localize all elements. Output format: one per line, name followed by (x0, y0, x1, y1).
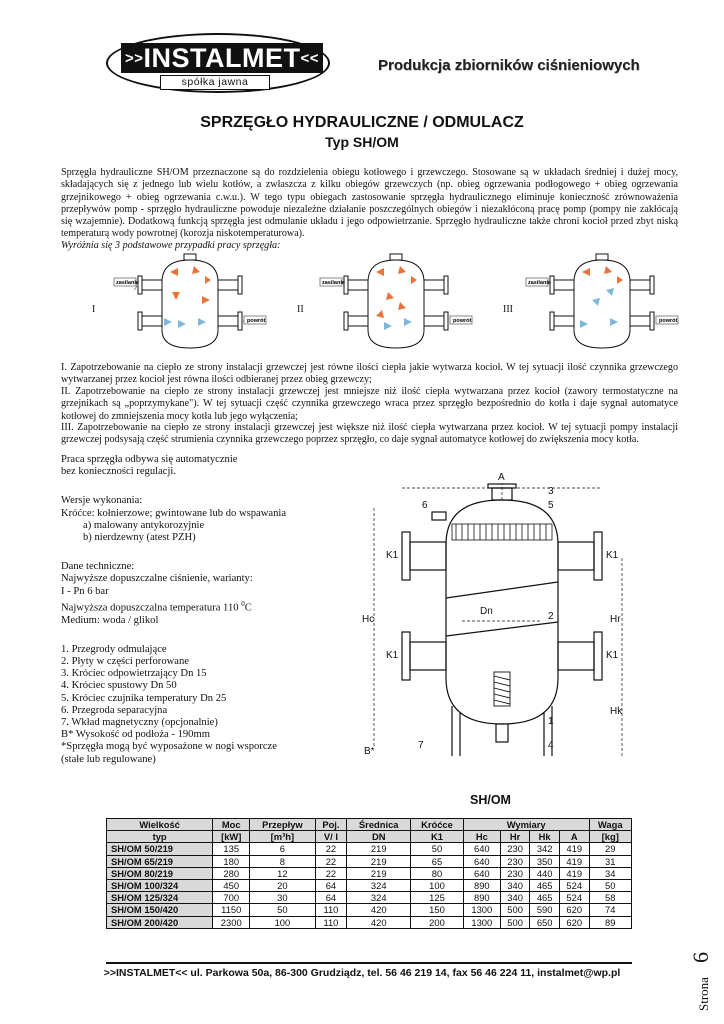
table-cell: 64 (315, 892, 347, 904)
table-cell: 419 (559, 843, 589, 855)
work-line-1: Praca sprzęgła odbywa się automatycznie (61, 454, 238, 465)
vessel-body (550, 254, 654, 348)
table-cell: 324 (347, 892, 411, 904)
th-hr: Hr (500, 831, 530, 843)
label-5: 5 (548, 500, 554, 511)
table-cell-type: SH/OM 100/324 (107, 879, 213, 891)
table-cell: 58 (589, 892, 632, 904)
th-wymiary: Wymiary (463, 819, 589, 831)
left-column (61, 454, 286, 766)
table-cell: 200 (411, 916, 464, 928)
table-cell: 500 (500, 916, 530, 928)
table-cell: 110 (315, 916, 347, 928)
table-cell: 1300 (463, 916, 500, 928)
table-cell: 640 (463, 843, 500, 855)
table-cell: 450 (213, 879, 250, 891)
table-cell: 230 (500, 843, 530, 855)
table-cell: 420 (347, 916, 411, 928)
table-cell: 465 (530, 879, 560, 891)
label-K1-ll: K1 (386, 650, 399, 661)
supply-label: zasilanie (322, 280, 345, 286)
table-cell: 100 (250, 916, 315, 928)
table-cell: 135 (213, 843, 250, 855)
logo-left-arrows: >> (124, 50, 144, 67)
tech-line-2: I - Pn 6 bar (61, 585, 109, 597)
th-k1: K1 (411, 831, 464, 843)
diagram-label-3: III (503, 304, 513, 315)
table-cell: 150 (411, 904, 464, 916)
label-B: B* (364, 746, 375, 757)
table-cell: 230 (500, 855, 530, 867)
table-cell: 100 (411, 879, 464, 891)
th-waga: Waga (589, 819, 632, 831)
label-A: A (498, 472, 505, 483)
table-cell: 64 (315, 879, 347, 891)
table-cell: 342 (530, 843, 560, 855)
table-cell: 6 (250, 843, 315, 855)
table-cell: 50 (589, 879, 632, 891)
table-cell: 465 (530, 892, 560, 904)
case-3-text: III. Zapotrzebowanie na ciepło ze strony instalacji grzewczej jest większe niż ilość ciepła wytwarzana przez kocioł. W tej sytuacji pompy instalacji grzewczej podsysają część strumienia czynnika grzewczego poprzez sprzęgło, co daje sygnał automatyce kotłowej do zwiększenia mocy kotła. (61, 422, 678, 446)
table-row (107, 892, 632, 904)
table-header-top (107, 819, 632, 831)
table-cell-type: SH/OM 150/420 (107, 904, 213, 916)
th-hc: Hc (463, 831, 500, 843)
table-cell: 640 (463, 855, 500, 867)
table-cell: 219 (347, 867, 411, 879)
table-cell: 340 (500, 892, 530, 904)
label-3: 3 (548, 486, 554, 497)
vessel-body (138, 254, 242, 348)
drawing-caption: SH/OM (470, 793, 511, 807)
table-cell-type: SH/OM 50/219 (107, 843, 213, 855)
label-7: 7 (418, 740, 424, 751)
work-line-2: bez konieczności regulacji. (61, 466, 177, 478)
th-kw: [kW] (213, 831, 250, 843)
table-cell: 280 (213, 867, 250, 879)
return-label: powrót (247, 318, 266, 324)
table-row (107, 867, 632, 879)
th-typ: typ (107, 831, 213, 843)
tech-title: Dane techniczne: (61, 561, 135, 573)
table-cell: 65 (411, 855, 464, 867)
table-cell: 80 (411, 867, 464, 879)
table-cell: 110 (315, 904, 347, 916)
table-cell: 50 (411, 843, 464, 855)
part-b: B* Wysokość od podłoża - 190mm (61, 729, 210, 741)
table-cell: 419 (559, 855, 589, 867)
label-K1-ur: K1 (606, 550, 619, 561)
company-logo (121, 43, 323, 73)
table-cell: 29 (589, 843, 632, 855)
label-Hr: Hr (610, 614, 621, 625)
part-note-1: *Sprzęgła mogą być wyposażone w nogi wsporcze (61, 741, 277, 753)
versions-line: Króćce: kołnierzowe; gwintowane lub do wspawania (61, 507, 287, 519)
table-cell: 20 (250, 879, 315, 891)
case-1-text: I. Zapotrzebowanie na ciepło ze strony instalacji grzewczej jest równe ilości ciepła jakie wytwarza kocioł. W tej sytuacji ilość czynnika grzewczego wytwarzanej przez kocioł jest równa ilości odbieranej przez obieg grzewczy; (61, 362, 678, 386)
table-cell-type: SH/OM 125/324 (107, 892, 213, 904)
table-cell: 22 (315, 855, 347, 867)
table-cell: 890 (463, 879, 500, 891)
th-kg: [kg] (589, 831, 632, 843)
table-cell: 30 (250, 892, 315, 904)
intro-paragraph: Sprzęgła hydrauliczne SH/OM przeznaczone są do rozdzielenia obiegu kotłowego i grzewczego. Stosowane są w układach średniej i dużej mocy, składających się z jednego lub wielu kotłów, a zwłaszcza z kilku obiegów grzewczych (np. obieg ogrzewania podłogowego + obieg ogrzewania grzejnikowego + obieg ogrzewania c.w.u.). W tego typu obiegach zastosowanie sprzęgła hydraulicznego eliminuje konieczność zrównoważenia przepływów pomp - sprzęgło hydrauliczne powoduje niezależne działanie poszczególnych obiegów i niezakłóconą pracę pomp (pompy nie zakłócają się wzajemnie). Dodatkową funkcją sprzęgła jest odmulanie układu i jego odpowietrzanie. Sprzęgło hydrauliczne także chroni kocioł przed zbyt niską temperaturą wody powrotnej (korozja niskotemperaturowa). (61, 167, 678, 240)
cases-intro: Wyróżnia się 3 podstawowe przypadki pracy sprzęgła: (61, 240, 281, 251)
table-cell: 22 (315, 867, 347, 879)
part-5: 5. Króciec czujnika temperatury Dn 25 (61, 692, 227, 704)
return-label: powrót (659, 318, 678, 324)
page-number-value: 6 (688, 952, 713, 963)
th-moc: Moc (213, 819, 250, 831)
table-cell: 620 (559, 916, 589, 928)
table-row (107, 916, 632, 928)
table-cell: 74 (589, 904, 632, 916)
table-cell: 650 (530, 916, 560, 928)
table-row (107, 904, 632, 916)
table-cell: 500 (500, 904, 530, 916)
label-Dn: Dn (480, 606, 493, 617)
th-dn: DN (347, 831, 411, 843)
page-label: Strona (696, 977, 711, 1011)
table-row (107, 855, 632, 867)
part-2: 2. Płyty w części perforowane (61, 655, 189, 667)
table-cell: 700 (213, 892, 250, 904)
th-m3h: [m³h] (250, 831, 315, 843)
table-cell: 34 (589, 867, 632, 879)
table-cell: 1300 (463, 904, 500, 916)
diagram-label-1: I (92, 304, 96, 315)
versions-title: Wersje wykonania: (61, 495, 143, 507)
table-cell: 420 (347, 904, 411, 916)
tech-line-4: Medium: woda / glikol (61, 614, 159, 626)
part-6: 6. Przegroda separacyjna (61, 704, 168, 716)
table-cell: 12 (250, 867, 315, 879)
diagram-label-2: II (297, 304, 304, 315)
label-K1-ul: K1 (386, 550, 399, 561)
table-cell: 8 (250, 855, 315, 867)
table-cell: 180 (213, 855, 250, 867)
page-title: SPRZĘGŁO HYDRAULICZNE / ODMULACZ (200, 114, 524, 131)
technical-drawing (352, 466, 652, 771)
table-cell: 230 (500, 867, 530, 879)
tech-line-3-unit: C (244, 602, 252, 614)
vessel-body (344, 254, 448, 348)
tech-line-3-text: Najwyższa dopuszczalna temperatura 110 (61, 602, 239, 614)
supply-label: zasilanie (528, 280, 551, 286)
th-hk: Hk (530, 831, 560, 843)
label-Hc: Hc (362, 614, 375, 625)
th-wielkosc: Wielkość (107, 819, 213, 831)
table-cell: 22 (315, 843, 347, 855)
versions-a: a) malowany antykorozyjnie (83, 519, 205, 531)
table-cell: 89 (589, 916, 632, 928)
table-cell: 219 (347, 843, 411, 855)
th-srednica: Średnica (347, 819, 411, 831)
diagram-case-2 (316, 252, 476, 352)
diagram-case-1 (110, 252, 270, 352)
table-cell: 31 (589, 855, 632, 867)
spec-table (106, 818, 632, 929)
table-cell: 590 (530, 904, 560, 916)
part-4: 4. Króciec spustowy Dn 50 (61, 680, 177, 692)
table-cell: 1150 (213, 904, 250, 916)
tech-line-1: Najwyższe dopuszczalne ciśnienie, warianty: (61, 573, 253, 585)
part-3: 3. Króciec odpowietrzający Dn 15 (61, 668, 207, 680)
table-cell-type: SH/OM 65/219 (107, 855, 213, 867)
label-2: 2 (548, 611, 554, 622)
page-number (688, 903, 713, 1013)
label-6: 6 (422, 500, 428, 511)
th-krocce: Króćce (411, 819, 464, 831)
footer: >>INSTALMET<< ul. Parkowa 50a, 86-300 Grudziądz, tel. 56 46 219 14, fax 56 46 224 11, instalmet@wp.pl (103, 967, 621, 979)
table-cell-type: SH/OM 200/420 (107, 916, 213, 928)
table-cell: 440 (530, 867, 560, 879)
table-cell: 50 (250, 904, 315, 916)
table-cell: 125 (411, 892, 464, 904)
table-cell: 620 (559, 904, 589, 916)
versions-b: b) nierdzewny (atest PZH) (83, 532, 196, 544)
table-cell: 419 (559, 867, 589, 879)
table-cell: 890 (463, 892, 500, 904)
diagram-case-3 (522, 252, 682, 352)
footer-divider (106, 962, 632, 964)
table-cell: 524 (559, 879, 589, 891)
logo-right-arrows: << (300, 50, 320, 67)
th-vl: V/ l (315, 831, 347, 843)
part-7: 7. Wkład magnetyczny (opcjonalnie) (61, 716, 218, 728)
logo-subtitle: spółka jawna (160, 75, 270, 90)
table-row (107, 879, 632, 891)
table-cell-type: SH/OM 80/219 (107, 867, 213, 879)
part-note-2: (stałe lub regulowane) (61, 753, 156, 765)
th-a: A (559, 831, 589, 843)
table-cell: 350 (530, 855, 560, 867)
label-4: 4 (548, 740, 554, 751)
header-tagline: Produkcja zbiorników ciśnieniowych (378, 57, 640, 74)
part-1: 1. Przegrody odmulające (61, 643, 167, 655)
label-K1-lr: K1 (606, 650, 619, 661)
tech-line-3 (61, 598, 286, 615)
table-header-bottom (107, 831, 632, 843)
tech-line-3-sup: 0 (241, 599, 245, 608)
label-Hk: Hk (610, 706, 623, 717)
logo-main-text: INSTALMET (143, 43, 301, 73)
th-przeplyw: Przepływ (250, 819, 315, 831)
table-row (107, 843, 632, 855)
table-cell: 640 (463, 867, 500, 879)
case-2-text: II. Zapotrzebowanie na ciepło ze strony instalacji grzewczej jest mniejsze niż ilość ciepła wytwarzana przez kocioł (zawory termostatyczne na grzejnikach są „poprzymykane"). W tej sytuacji część czynnika grzewczego wraca przez sprzęgło bezpośrednio do kotła i daje sygnał automatyce kotłowej do zmniejszenia mocy kotła lub jego wyłączenia; (61, 386, 678, 422)
table-cell: 2300 (213, 916, 250, 928)
table-cell: 324 (347, 879, 411, 891)
page-subtitle: Typ SH/OM (325, 134, 399, 150)
supply-label: zasilanie (116, 280, 139, 286)
return-label: powrót (453, 318, 472, 324)
table-cell: 524 (559, 892, 589, 904)
separation-plate (452, 524, 552, 540)
table-cell: 219 (347, 855, 411, 867)
table-cell: 340 (500, 879, 530, 891)
label-1: 1 (548, 716, 554, 727)
magnetic-insert (494, 672, 510, 706)
th-poj: Poj. (315, 819, 347, 831)
